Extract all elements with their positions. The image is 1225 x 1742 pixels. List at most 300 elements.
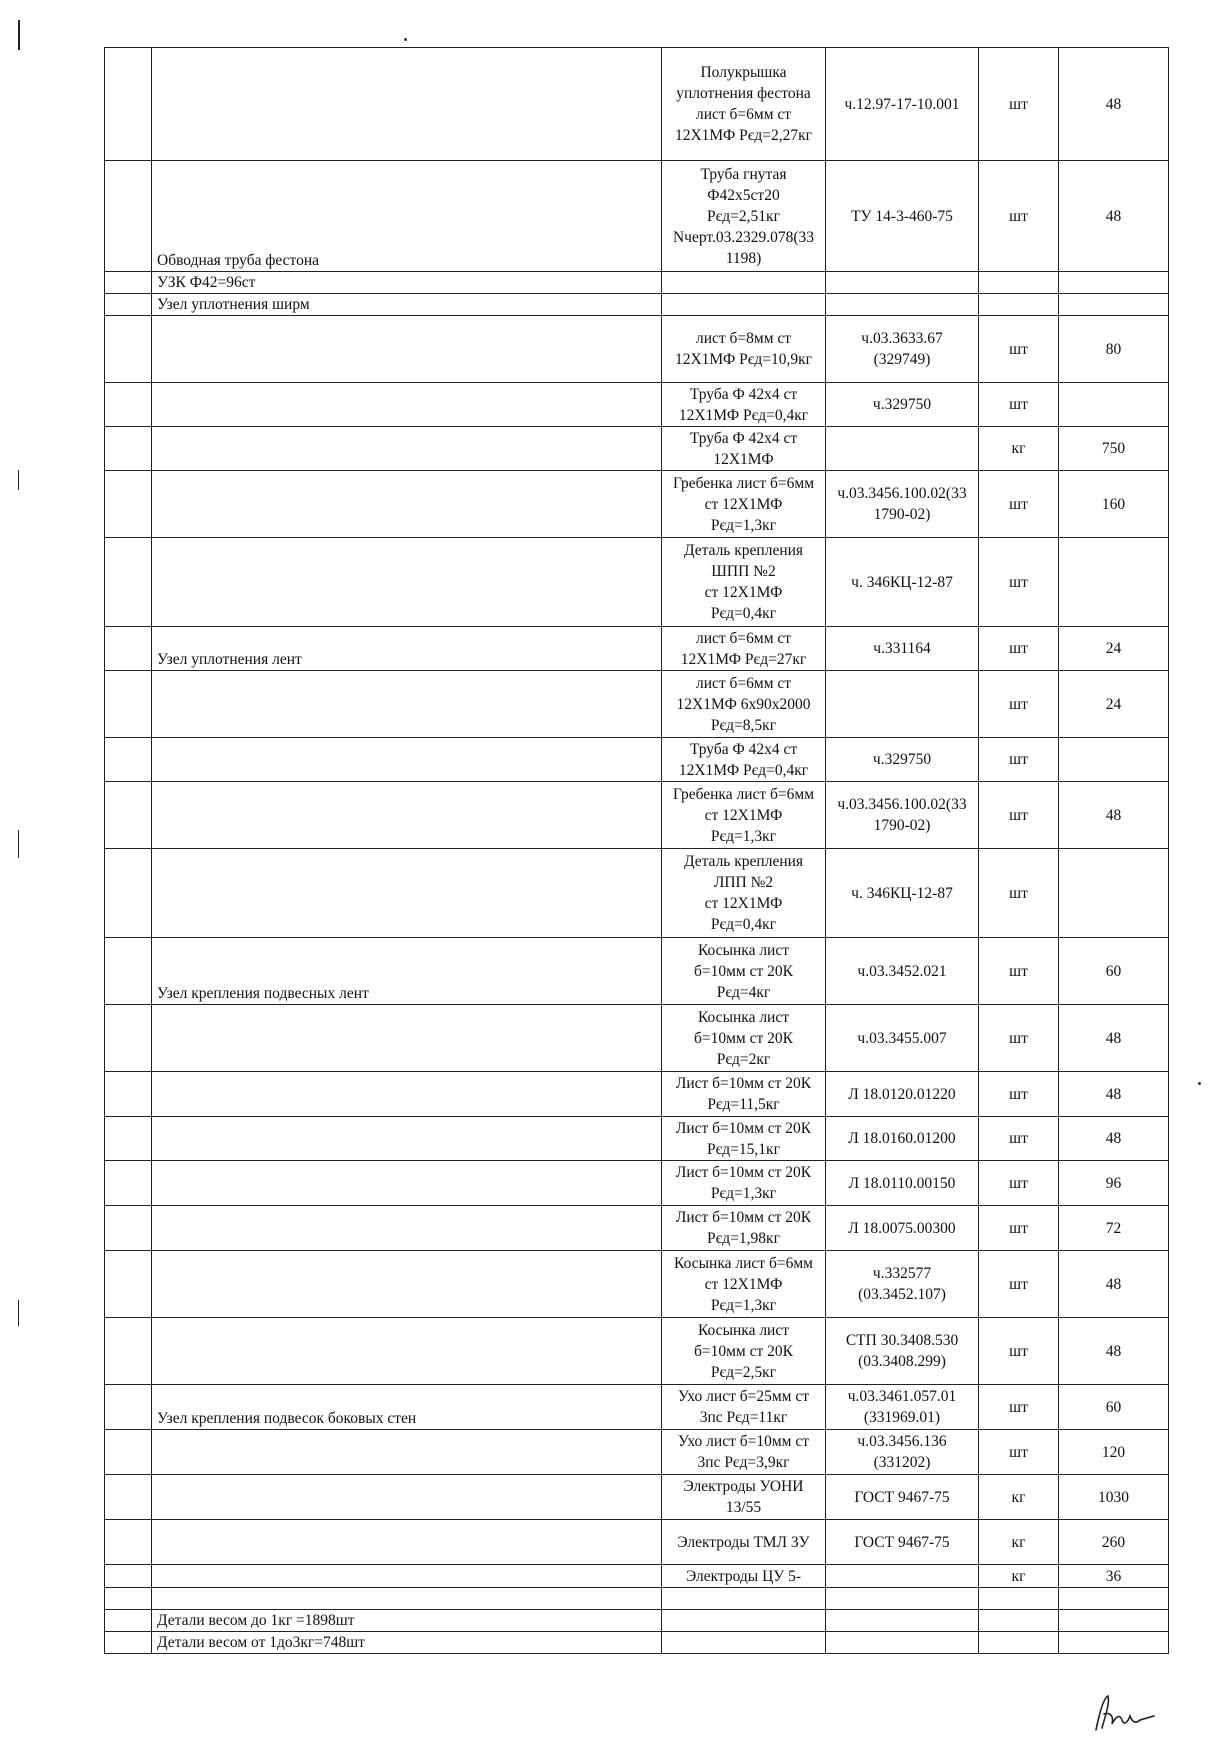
item-description-cell (662, 1385, 826, 1430)
assembly-name-cell (152, 1072, 662, 1117)
drawing-reference-cell (826, 316, 979, 383)
quantity-cell: 80 (1059, 316, 1169, 383)
row-number-cell (105, 383, 152, 427)
unit-cell: шт (979, 938, 1059, 1005)
item-description-cell (662, 738, 826, 782)
assembly-name-cell (152, 671, 662, 738)
quantity-cell: 160 (1059, 471, 1169, 538)
quantity-cell: 24 (1059, 671, 1169, 738)
table-row (105, 627, 1169, 671)
item-description-cell (662, 1475, 826, 1520)
assembly-name-cell (152, 538, 662, 627)
drawing-reference-cell (826, 1206, 979, 1251)
item-description-cell (662, 48, 826, 161)
row-number-cell (105, 48, 152, 161)
table-row (105, 1588, 1169, 1610)
drawing-reference-cell (826, 1072, 979, 1117)
item-description-line: Рєд=2,5кг (710, 1363, 777, 1381)
item-description-line: 3пс Рєд=11кг (699, 1409, 788, 1426)
row-number-cell (105, 1430, 152, 1475)
drawing-reference-line: 1790-02) (873, 506, 931, 523)
item-description-line: 12Х1МФ Рєд=2,27кг (674, 127, 813, 144)
table-row (105, 316, 1169, 383)
drawing-reference-cell (826, 427, 979, 471)
item-description-cell (662, 427, 826, 471)
item-description-cell (662, 938, 826, 1005)
drawing-reference-cell (826, 1385, 979, 1430)
drawing-reference-cell (826, 938, 979, 1005)
item-description-cell (662, 471, 826, 538)
unit-cell (979, 1632, 1059, 1654)
item-description-line: Труба гнутая (700, 165, 787, 183)
drawing-reference-cell (826, 471, 979, 538)
unit-cell: шт (979, 1161, 1059, 1206)
drawing-reference-line: ч.03.3461.057.01 (847, 1388, 957, 1405)
drawing-reference-cell (826, 1475, 979, 1520)
drawing-reference-line: ч.03.3456.100.02(33 (837, 796, 967, 813)
row-number-cell (105, 1475, 152, 1520)
item-description-cell (662, 782, 826, 849)
table-row (105, 849, 1169, 938)
quantity-cell: 120 (1059, 1430, 1169, 1475)
item-description-line: б=10мм ст 20К (694, 962, 793, 980)
item-description-line: ст 12Х1МФ (704, 806, 783, 824)
item-description-cell (662, 1251, 826, 1318)
drawing-reference-cell (826, 1430, 979, 1475)
item-description-line: лист б=6мм ст (695, 106, 792, 123)
quantity-cell: 96 (1059, 1161, 1169, 1206)
item-description-line: Рєд=15,1кг (707, 1140, 780, 1158)
item-description-line: Рєд=1,3кг (710, 1296, 777, 1314)
table-row (105, 471, 1169, 538)
drawing-reference-line: 1790-02) (873, 817, 931, 834)
item-description-cell (662, 316, 826, 383)
scan-speck (1198, 1082, 1201, 1085)
item-description-line: лист б=8мм ст (695, 330, 792, 347)
row-number-cell (105, 782, 152, 849)
table-row (105, 938, 1169, 1005)
item-description-cell (662, 383, 826, 427)
drawing-reference-cell (826, 1318, 979, 1385)
item-description-line: Косынка лист (697, 1008, 790, 1026)
table-row (105, 1206, 1169, 1251)
item-description-line: Рєд=0,4кг (710, 605, 777, 622)
drawing-reference-cell (826, 849, 979, 938)
assembly-name-cell (152, 1117, 662, 1161)
item-description-line: Nчерт.03.2329.078(33 (672, 228, 815, 246)
item-description-line: Косынка лист б=6мм (674, 1254, 813, 1272)
drawing-reference-line: (331969.01) (863, 1409, 941, 1426)
item-description-line: б=10мм ст 20К (694, 1029, 793, 1047)
item-description-line: ст 12Х1МФ (704, 1275, 783, 1293)
drawing-reference-cell (826, 782, 979, 849)
table-row (105, 294, 1169, 316)
row-number-cell (105, 849, 152, 938)
drawing-reference-line: ч.03.3455.007 (857, 1029, 947, 1047)
item-description-line: Электроды УОНИ (683, 1478, 804, 1495)
quantity-cell: 750 (1059, 427, 1169, 471)
unit-cell: шт (979, 627, 1059, 671)
assembly-name-cell (152, 471, 662, 538)
quantity-cell (1059, 849, 1169, 938)
table-row (105, 1005, 1169, 1072)
item-description-line: 12Х1МФ (713, 450, 774, 468)
row-number-cell (105, 272, 152, 294)
item-description-line: Лист б=10мм ст 20К (675, 1119, 812, 1137)
table-row (105, 1632, 1169, 1654)
drawing-reference-cell (826, 1117, 979, 1161)
row-number-cell (105, 316, 152, 383)
assembly-name-cell: Узел уплотнения ширм (152, 294, 662, 316)
drawing-reference-line: ч.03.3633.67 (861, 330, 943, 347)
drawing-reference-line: ГОСТ 9467-75 (854, 1533, 950, 1551)
assembly-name-cell (152, 1520, 662, 1565)
item-description-line: Полукрышка (700, 64, 787, 81)
quantity-cell: 48 (1059, 48, 1169, 161)
item-description-line: Ф42х5ст20 (707, 186, 780, 204)
drawing-reference-line: Л 18.0075.00300 (848, 1219, 956, 1237)
table-row (105, 1161, 1169, 1206)
item-description-line: Рєд=8,5кг (710, 716, 777, 734)
quantity-cell: 48 (1059, 782, 1169, 849)
assembly-name-cell (152, 1206, 662, 1251)
row-number-cell (105, 738, 152, 782)
drawing-reference-line: ГОСТ 9467-75 (854, 1488, 950, 1506)
assembly-name-cell (152, 849, 662, 938)
drawing-reference-line: ч.03.3452.021 (857, 962, 947, 980)
assembly-name-cell (152, 383, 662, 427)
drawing-reference-line: Л 18.0160.01200 (848, 1130, 956, 1147)
drawing-reference-line: ч.331164 (873, 640, 931, 657)
item-description-line: Ухо лист б=10мм ст (677, 1433, 810, 1450)
drawing-reference-cell (826, 1588, 979, 1610)
table-row (105, 782, 1169, 849)
specification-table-body (105, 48, 1169, 1654)
unit-cell: шт (979, 1206, 1059, 1251)
item-description-line: ст 12Х1МФ (704, 495, 783, 513)
assembly-name-cell (152, 1318, 662, 1385)
row-number-cell (105, 427, 152, 471)
row-number-cell (105, 1251, 152, 1318)
assembly-name-cell: Узел уплотнения лент (152, 627, 662, 671)
assembly-name-cell (152, 1588, 662, 1610)
item-description-line: 12Х1МФ Рєд=27кг (680, 650, 807, 668)
assembly-name-cell (152, 1005, 662, 1072)
item-description-line: 1198) (725, 249, 762, 267)
specification-table (104, 47, 1169, 1654)
drawing-reference-cell (826, 627, 979, 671)
unit-cell: шт (979, 782, 1059, 849)
unit-cell: шт (979, 383, 1059, 427)
unit-cell: шт (979, 738, 1059, 782)
left-margin-mark (18, 20, 20, 50)
item-description-cell (662, 1005, 826, 1072)
drawing-reference-line: Л 18.0110.00150 (848, 1174, 956, 1192)
drawing-reference-line: (331202) (873, 1454, 931, 1471)
item-description-cell (662, 1565, 826, 1588)
row-number-cell (105, 1588, 152, 1610)
unit-cell: шт (979, 1005, 1059, 1072)
item-description-line: Электроды ТМЛ 3У (677, 1533, 810, 1551)
row-number-cell (105, 1632, 152, 1654)
drawing-reference-line: ч.332577 (872, 1265, 932, 1282)
item-description-line: уплотнения фестона (676, 85, 811, 102)
item-description-cell (662, 1117, 826, 1161)
drawing-reference-line: ч.03.3456.136 (857, 1433, 947, 1450)
drawing-reference-cell (826, 161, 979, 272)
assembly-name-cell (152, 738, 662, 782)
drawing-reference-line: ч.329750 (872, 751, 932, 768)
unit-cell (979, 294, 1059, 316)
assembly-name-cell (152, 1251, 662, 1318)
item-description-line: Электроды ЦУ 5- (685, 1567, 802, 1585)
unit-cell: шт (979, 671, 1059, 738)
assembly-name-cell (152, 1430, 662, 1475)
assembly-name-cell: Детали весом от 1до3кг=748шт (152, 1632, 662, 1654)
unit-cell: шт (979, 471, 1059, 538)
row-number-cell (105, 538, 152, 627)
unit-cell: кг (979, 1520, 1059, 1565)
item-description-line: ШПП №2 (711, 563, 776, 580)
item-description-cell (662, 294, 826, 316)
item-description-line: 12Х1МФ Рєд=10,9кг (674, 351, 813, 368)
item-description-line: Косынка лист (697, 1321, 790, 1339)
table-row (105, 1610, 1169, 1632)
handwritten-signature (1090, 1690, 1160, 1735)
drawing-reference-line: ч.12.97-17-10.001 (844, 95, 960, 113)
table-row (105, 427, 1169, 471)
table-row (105, 1430, 1169, 1475)
drawing-reference-cell (826, 1565, 979, 1588)
item-description-line: ст 12Х1МФ (704, 584, 783, 601)
item-description-line: Труба Ф 42х4 ст (689, 385, 798, 403)
quantity-cell: 48 (1059, 1072, 1169, 1117)
item-description-cell (662, 272, 826, 294)
quantity-cell (1059, 538, 1169, 627)
assembly-name-cell: Узел крепления подвесных лент (152, 938, 662, 1005)
row-number-cell (105, 627, 152, 671)
item-description-line: Рєд=4кг (716, 983, 771, 1001)
drawing-reference-line: ТУ 14-3-460-75 (851, 207, 953, 225)
item-description-line: 12Х1МФ 6х90х2000 (676, 695, 811, 713)
row-number-cell (105, 471, 152, 538)
unit-cell: шт (979, 48, 1059, 161)
drawing-reference-line: ч. 346КЦ-12-87 (851, 884, 953, 902)
row-number-cell (105, 1072, 152, 1117)
quantity-cell: 60 (1059, 938, 1169, 1005)
quantity-cell: 60 (1059, 1385, 1169, 1430)
quantity-cell: 48 (1059, 1318, 1169, 1385)
unit-cell (979, 272, 1059, 294)
item-description-cell (662, 1520, 826, 1565)
table-row (105, 738, 1169, 782)
drawing-reference-line: (03.3408.299) (858, 1353, 946, 1370)
item-description-line: 12Х1МФ Рєд=0,4кг (678, 406, 809, 424)
table-row (105, 1565, 1169, 1588)
drawing-reference-cell (826, 294, 979, 316)
row-number-cell (105, 294, 152, 316)
drawing-reference-line: СТП 30.3408.530 (845, 1332, 959, 1349)
unit-cell: шт (979, 1318, 1059, 1385)
row-number-cell (105, 1318, 152, 1385)
row-number-cell (105, 1005, 152, 1072)
quantity-cell (1059, 294, 1169, 316)
item-description-line: Лист б=10мм ст 20К (675, 1075, 812, 1092)
item-description-line: Рєд=0,4кг (710, 916, 777, 933)
item-description-line: 3пс Рєд=3,9кг (697, 1454, 790, 1471)
drawing-reference-line: ч. 346КЦ-12-87 (851, 573, 953, 591)
item-description-line: Рєд=11,5кг (707, 1096, 780, 1113)
quantity-cell: 36 (1059, 1565, 1169, 1588)
unit-cell (979, 1610, 1059, 1632)
quantity-cell: 48 (1059, 161, 1169, 272)
item-description-line: лист б=6мм ст (695, 674, 792, 692)
drawing-reference-line: ч.329750 (872, 396, 932, 413)
table-row (105, 1385, 1169, 1430)
quantity-cell: 260 (1059, 1520, 1169, 1565)
drawing-reference-line: ч.03.3456.100.02(33 (837, 485, 967, 502)
item-description-line: Гребенка лист б=6мм (672, 474, 815, 492)
unit-cell: шт (979, 1430, 1059, 1475)
table-row (105, 48, 1169, 161)
left-margin-mark (18, 470, 19, 490)
table-row (105, 161, 1169, 272)
assembly-name-cell: Обводная труба фестона (152, 161, 662, 272)
row-number-cell (105, 161, 152, 272)
table-row (105, 1251, 1169, 1318)
unit-cell: шт (979, 161, 1059, 272)
drawing-reference-cell (826, 738, 979, 782)
quantity-cell: 1030 (1059, 1475, 1169, 1520)
left-margin-mark (18, 1300, 19, 1326)
row-number-cell (105, 938, 152, 1005)
drawing-reference-line: (329749) (873, 351, 931, 368)
quantity-cell: 48 (1059, 1251, 1169, 1318)
assembly-name-cell (152, 1475, 662, 1520)
unit-cell: шт (979, 1385, 1059, 1430)
drawing-reference-cell (826, 1632, 979, 1654)
item-description-cell (662, 1161, 826, 1206)
assembly-name-cell (152, 1565, 662, 1588)
unit-cell: кг (979, 1475, 1059, 1520)
item-description-line: Деталь крепления (683, 853, 804, 870)
assembly-name-cell (152, 1161, 662, 1206)
table-row (105, 1117, 1169, 1161)
unit-cell (979, 1588, 1059, 1610)
row-number-cell (105, 1520, 152, 1565)
unit-cell: шт (979, 316, 1059, 383)
drawing-reference-line: Л 18.0120.01220 (848, 1085, 956, 1103)
item-description-cell (662, 1318, 826, 1385)
unit-cell: кг (979, 1565, 1059, 1588)
drawing-reference-cell (826, 1005, 979, 1072)
item-description-cell (662, 849, 826, 938)
row-number-cell (105, 1161, 152, 1206)
row-number-cell (105, 1385, 152, 1430)
item-description-line: Труба Ф 42х4 ст (689, 740, 798, 758)
left-margin-mark (18, 830, 19, 858)
quantity-cell (1059, 272, 1169, 294)
quantity-cell (1059, 383, 1169, 427)
item-description-line: Труба Ф 42х4 ст (689, 429, 798, 447)
assembly-name-cell (152, 782, 662, 849)
quantity-cell (1059, 1588, 1169, 1610)
table-row (105, 1318, 1169, 1385)
item-description-cell (662, 627, 826, 671)
drawing-reference-cell (826, 48, 979, 161)
item-description-cell (662, 1206, 826, 1251)
row-number-cell (105, 671, 152, 738)
item-description-cell (662, 1430, 826, 1475)
item-description-line: Деталь крепления (683, 542, 804, 559)
quantity-cell (1059, 1610, 1169, 1632)
assembly-name-cell (152, 316, 662, 383)
assembly-name-cell: Узел крепления подвесок боковых стен (152, 1385, 662, 1430)
unit-cell: шт (979, 849, 1059, 938)
drawing-reference-cell (826, 1251, 979, 1318)
row-number-cell (105, 1610, 152, 1632)
table-row (105, 538, 1169, 627)
item-description-cell (662, 1632, 826, 1654)
row-number-cell (105, 1117, 152, 1161)
item-description-line: Косынка лист (697, 941, 790, 959)
table-row (105, 1475, 1169, 1520)
assembly-name-cell (152, 48, 662, 161)
drawing-reference-cell (826, 383, 979, 427)
item-description-cell (662, 1072, 826, 1117)
table-row (105, 1520, 1169, 1565)
drawing-reference-cell (826, 1610, 979, 1632)
unit-cell: шт (979, 1251, 1059, 1318)
item-description-line: Гребенка лист б=6мм (672, 785, 815, 803)
item-description-line: Лист б=10мм ст 20К (675, 1164, 812, 1181)
unit-cell: кг (979, 427, 1059, 471)
item-description-line: 12Х1МФ Рєд=0,4кг (678, 761, 809, 779)
item-description-cell (662, 671, 826, 738)
table-row (105, 272, 1169, 294)
item-description-line: Рєд=1,3кг (710, 1185, 777, 1202)
item-description-line: Рєд=1,3кг (710, 516, 777, 534)
table-row (105, 1072, 1169, 1117)
quantity-cell (1059, 1632, 1169, 1654)
row-number-cell (105, 1206, 152, 1251)
item-description-cell (662, 1610, 826, 1632)
quantity-cell: 24 (1059, 627, 1169, 671)
unit-cell: шт (979, 1072, 1059, 1117)
item-description-cell (662, 161, 826, 272)
quantity-cell: 72 (1059, 1206, 1169, 1251)
quantity-cell (1059, 738, 1169, 782)
item-description-cell (662, 538, 826, 627)
drawing-reference-cell (826, 1161, 979, 1206)
scan-speck (404, 38, 407, 41)
drawing-reference-line: (03.3452.107) (858, 1286, 946, 1303)
item-description-line: лист б=6мм ст (695, 629, 792, 647)
assembly-name-cell: УЗК Ф42=96ст (152, 272, 662, 294)
item-description-line: Рєд=2,51кг (707, 207, 780, 225)
assembly-name-cell: Детали весом до 1кг =1898шт (152, 1610, 662, 1632)
drawing-reference-cell (826, 671, 979, 738)
item-description-line: Ухо лист б=25мм ст (677, 1388, 810, 1405)
item-description-line: Рєд=1,3кг (710, 827, 777, 845)
item-description-line: Рєд=2кг (716, 1050, 771, 1068)
table-row (105, 383, 1169, 427)
item-description-line: 13/55 (725, 1499, 762, 1516)
unit-cell: шт (979, 1117, 1059, 1161)
drawing-reference-cell (826, 1520, 979, 1565)
item-description-line: Рєд=1,98кг (707, 1230, 780, 1247)
item-description-line: Лист б=10мм ст 20К (675, 1209, 812, 1226)
